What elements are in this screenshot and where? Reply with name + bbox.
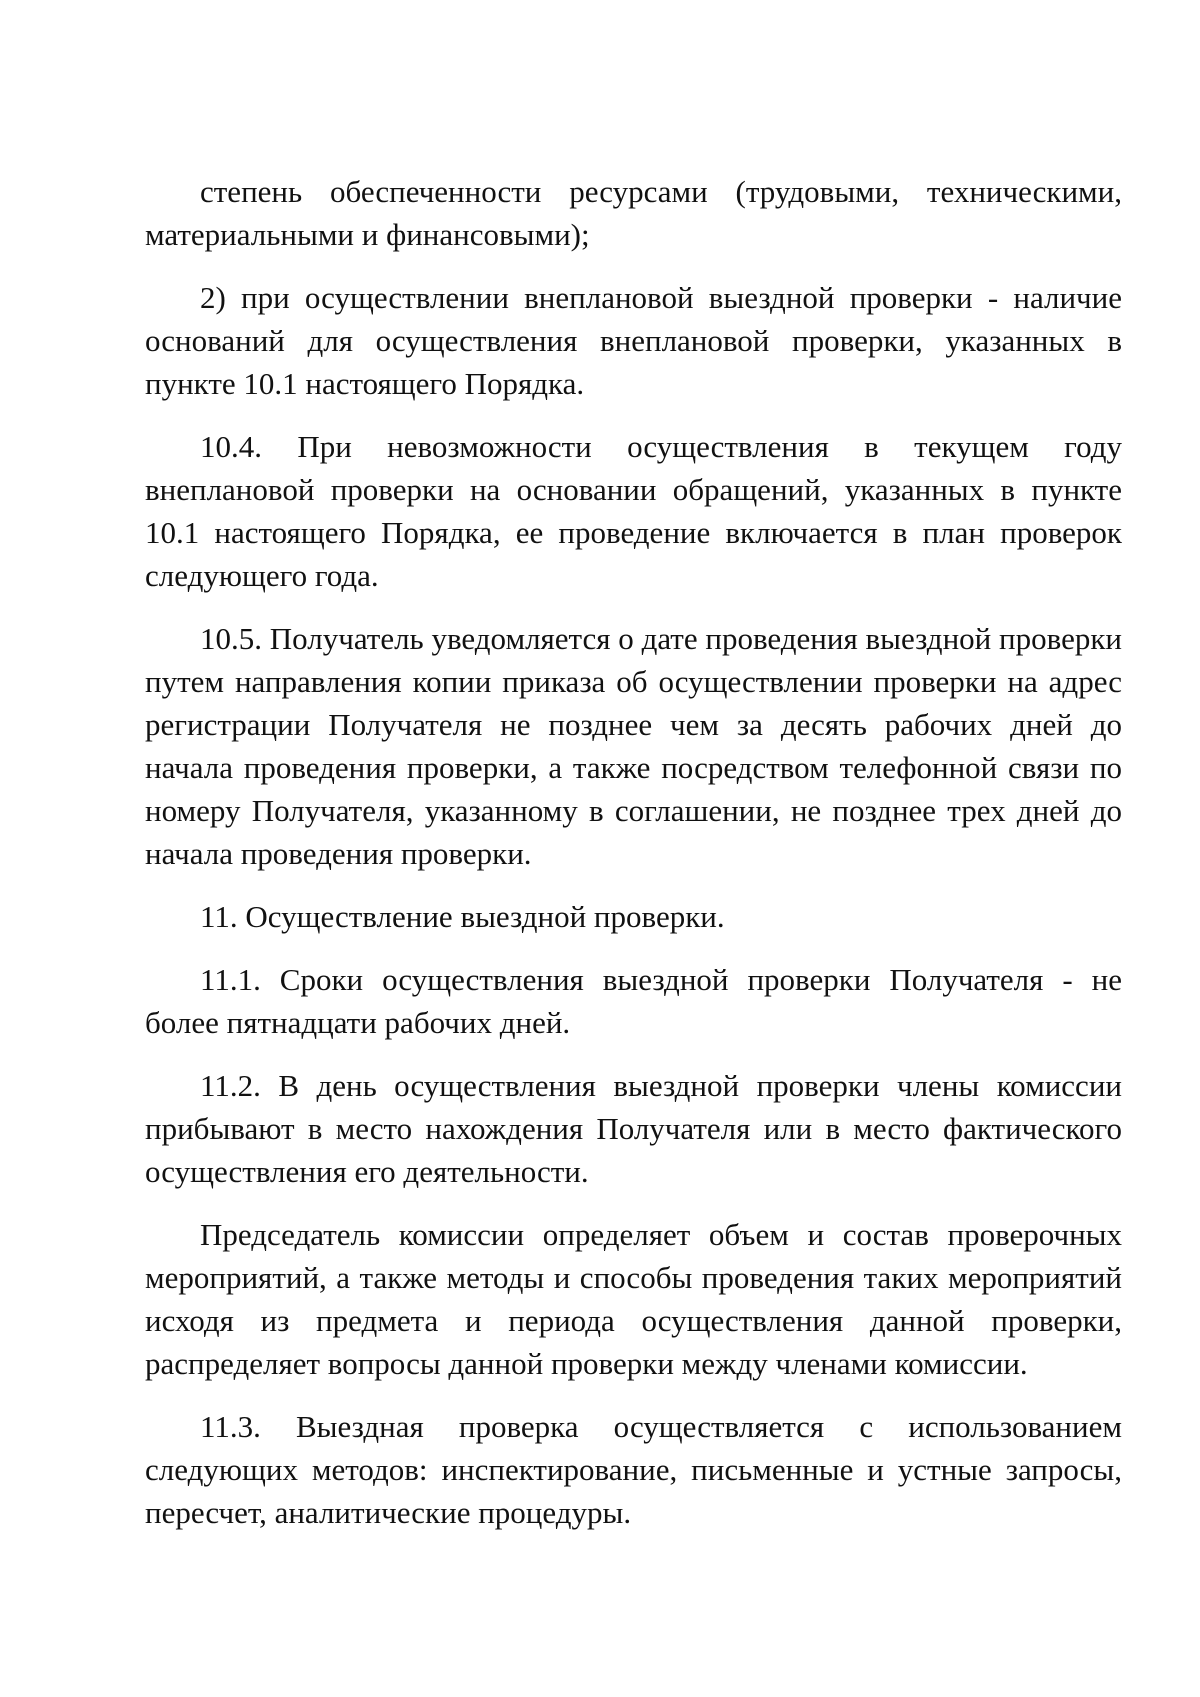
paragraph-10-5: 10.5. Получатель уведомляется о дате проведения выездной проверки путем направления копии приказа об осуществлении проверки на адрес регистрации Получателя не позднее чем за десять рабочих дней до начала проведения проверки, а также посредством телефонной связи по номеру Получателя, указанному в соглашении, не позднее трех дней до начала проведения проверки.	[145, 621, 1122, 871]
paragraph-11-1: 11.1. Сроки осуществления выездной проверки Получателя - не более пятнадцати рабочих дней.	[145, 962, 1122, 1040]
document-page	[145, 170, 1122, 1554]
paragraph-11-2: 11.2. В день осуществления выездной проверки члены комиссии прибывают в место нахождения Получателя или в место фактического осуществления его деятельности.	[145, 1068, 1122, 1189]
paragraph-11-heading: 11. Осуществление выездной проверки.	[200, 899, 725, 934]
paragraph-10-4: 10.4. При невозможности осуществления в текущем году внеплановой проверки на основании обращений, указанных в пункте 10.1 настоящего Порядка, ее проведение включается в план проверок следующего года.	[145, 429, 1122, 593]
paragraph-11-3: 11.3. Выездная проверка осуществляется с использованием следующих методов: инспектирование, письменные и устные запросы, пересчет, аналитические процедуры.	[145, 1409, 1122, 1530]
paragraph-unscheduled-inspection-grounds: 2) при осуществлении внеплановой выездной проверки - наличие оснований для осуществления внеплановой проверки, указанных в пункте 10.1 настоящего Порядка.	[145, 280, 1122, 401]
paragraph-commission-chair: Председатель комиссии определяет объем и состав проверочных мероприятий, а также методы и способы проведения таких мероприятий исходя из предмета и периода осуществления данной проверки, распределяет вопросы данной проверки между членами комиссии.	[145, 1217, 1122, 1381]
paragraph-resources: степень обеспеченности ресурсами (трудовыми, техническими, материальными и финансовыми);	[145, 174, 1122, 252]
